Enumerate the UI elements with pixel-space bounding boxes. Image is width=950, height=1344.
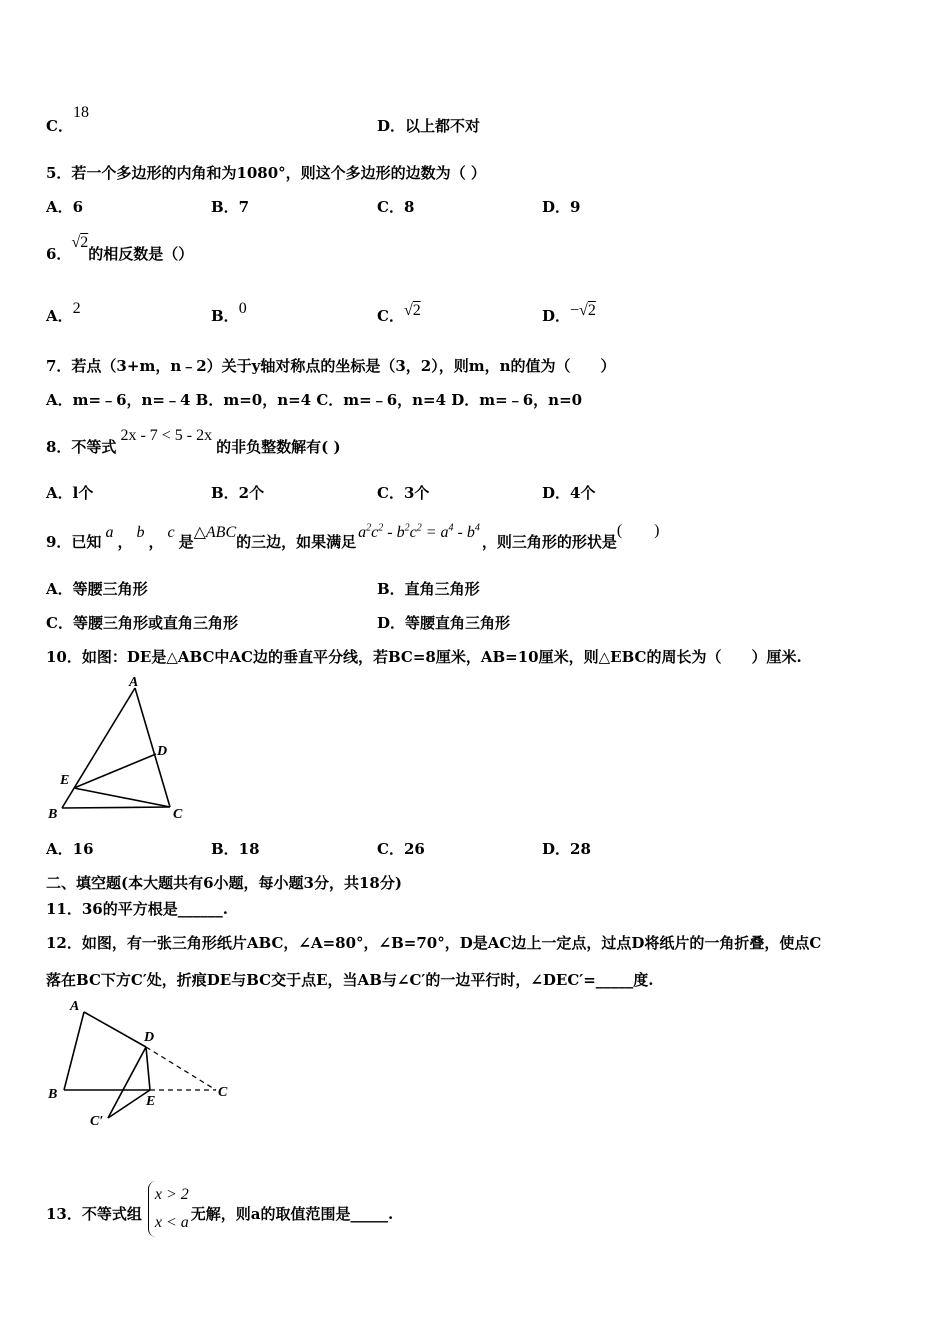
q8-option-d: D．4个: [542, 484, 596, 502]
q7-options: A．m=﹣6，n=﹣4 B．m=0，n=4 C．m=﹣6，n=4 D．m=﹣6，n=0: [46, 391, 583, 409]
q12-label-c: C: [218, 1085, 228, 1100]
q10-figure: [40, 670, 200, 830]
q12-label-c-prime: C′: [90, 1114, 104, 1129]
q6-option-a: A．2: [46, 300, 81, 325]
q12-line-ad: [84, 1012, 146, 1047]
q10-line-ec: [74, 788, 170, 807]
q10-option-d: D．28: [542, 840, 591, 858]
q9-option-d: D．等腰直角三角形: [377, 614, 511, 632]
q9-option-b: B．直角三角形: [377, 580, 480, 598]
q12-line-ec2: [108, 1090, 150, 1118]
q9-equation: $a^2c^2 - b^2c^2 = a^4 - b^4$: [358, 522, 480, 541]
q13-stem: 13．不等式组 x > 2 x < a 无解，则a的取值范围是_____.: [46, 1187, 393, 1243]
q10-label-e: E: [60, 773, 70, 788]
q5-option-c: C．8: [377, 198, 415, 216]
q12-stem-line1: 12．如图，有一张三角形纸片ABC，∠A=80°，∠B=70°，D是AC边上一定点，过点D将纸片的一角折叠，使点C: [46, 934, 822, 952]
q12-line-dc2: [108, 1047, 146, 1118]
q10-line-ab: [62, 688, 135, 808]
q6-option-c: C．√2: [377, 302, 421, 325]
q10-label-b: B: [48, 807, 58, 822]
q6-stem: 6．√2的相反数是（）: [46, 234, 194, 263]
q4-option-d: D．以上都不对: [377, 117, 481, 135]
q12-label-d: D: [144, 1030, 155, 1045]
q7-stem: 7．若点（3+m，n﹣2）关于y轴对称点的坐标是（3，2），则m，n的值为（ ）: [46, 357, 616, 375]
q8-option-c: C．3个: [377, 484, 430, 502]
q6-option-d: D．−√2: [542, 302, 596, 325]
q10-line-ed: [74, 754, 156, 788]
q13-inequality-system: x > 2 x < a: [148, 1181, 189, 1237]
q8-stem: 8．不等式2x - 7 < 5 - 2x的非负整数解有( ): [46, 427, 341, 456]
neg-sqrt2-expression: −√2: [570, 302, 596, 319]
q12-stem-line2: 落在BC下方C′处，折痕DE与BC交于点E，当AB与∠C′的一边平行时，∠DEC′=_____度.: [46, 971, 654, 989]
q10-label-a: A: [129, 675, 139, 690]
q12-dashed-dc: [146, 1047, 216, 1090]
sqrt2-expression: √2: [71, 234, 89, 251]
q5-option-a: A．6: [46, 198, 84, 216]
q10-option-a: A．16: [46, 840, 94, 858]
sqrt2-expression: √2: [403, 302, 421, 319]
q8-option-a: A．l个: [46, 484, 94, 502]
q8-inequality: 2x - 7 < 5 - 2x: [120, 427, 213, 444]
q10-label-d: D: [157, 744, 168, 759]
q10-option-c: C．26: [377, 840, 425, 858]
q5-option-b: B．7: [211, 198, 250, 216]
q9-option-a: A．等腰三角形: [46, 580, 148, 598]
q9-option-c: C．等腰三角形或直角三角形: [46, 614, 238, 632]
q12-line-ab: [64, 1012, 84, 1090]
q5-option-d: D．9: [542, 198, 581, 216]
q12-label-e: E: [146, 1094, 156, 1109]
q8-option-b: B．2个: [211, 484, 265, 502]
q10-line-bc: [62, 807, 170, 808]
q4-option-c: C．18: [46, 104, 89, 135]
q4-c-value: 18: [72, 104, 89, 121]
q5-stem: 5．若一个多边形的内角和为1080°，则这个多边形的边数为（ ）: [46, 164, 486, 182]
q12-line-de: [146, 1047, 150, 1090]
section-2-heading: 二、填空题(本大题共有6小题，每小题3分，共18分): [46, 874, 402, 892]
q12-label-a: A: [70, 999, 80, 1014]
q10-label-c: C: [173, 807, 183, 822]
q9-stem: 9．已知a，b，c是△ABC的三边，如果满足$a^2c^2 - b^2c^2 = a^4 - b^4$，则三角形的形状是( ): [46, 522, 660, 551]
q12-figure: [40, 990, 240, 1140]
q6-option-b: B．0: [211, 300, 247, 325]
q10-option-b: B．18: [211, 840, 260, 858]
q12-label-b: B: [48, 1087, 58, 1102]
q11-stem: 11．36的平方根是______.: [46, 900, 228, 918]
q10-stem: 10．如图：DE是△ABC中AC边的垂直平分线，若BC=8厘米，AB=10厘米，则△EBC的周长为（ ）厘米.: [46, 648, 802, 666]
